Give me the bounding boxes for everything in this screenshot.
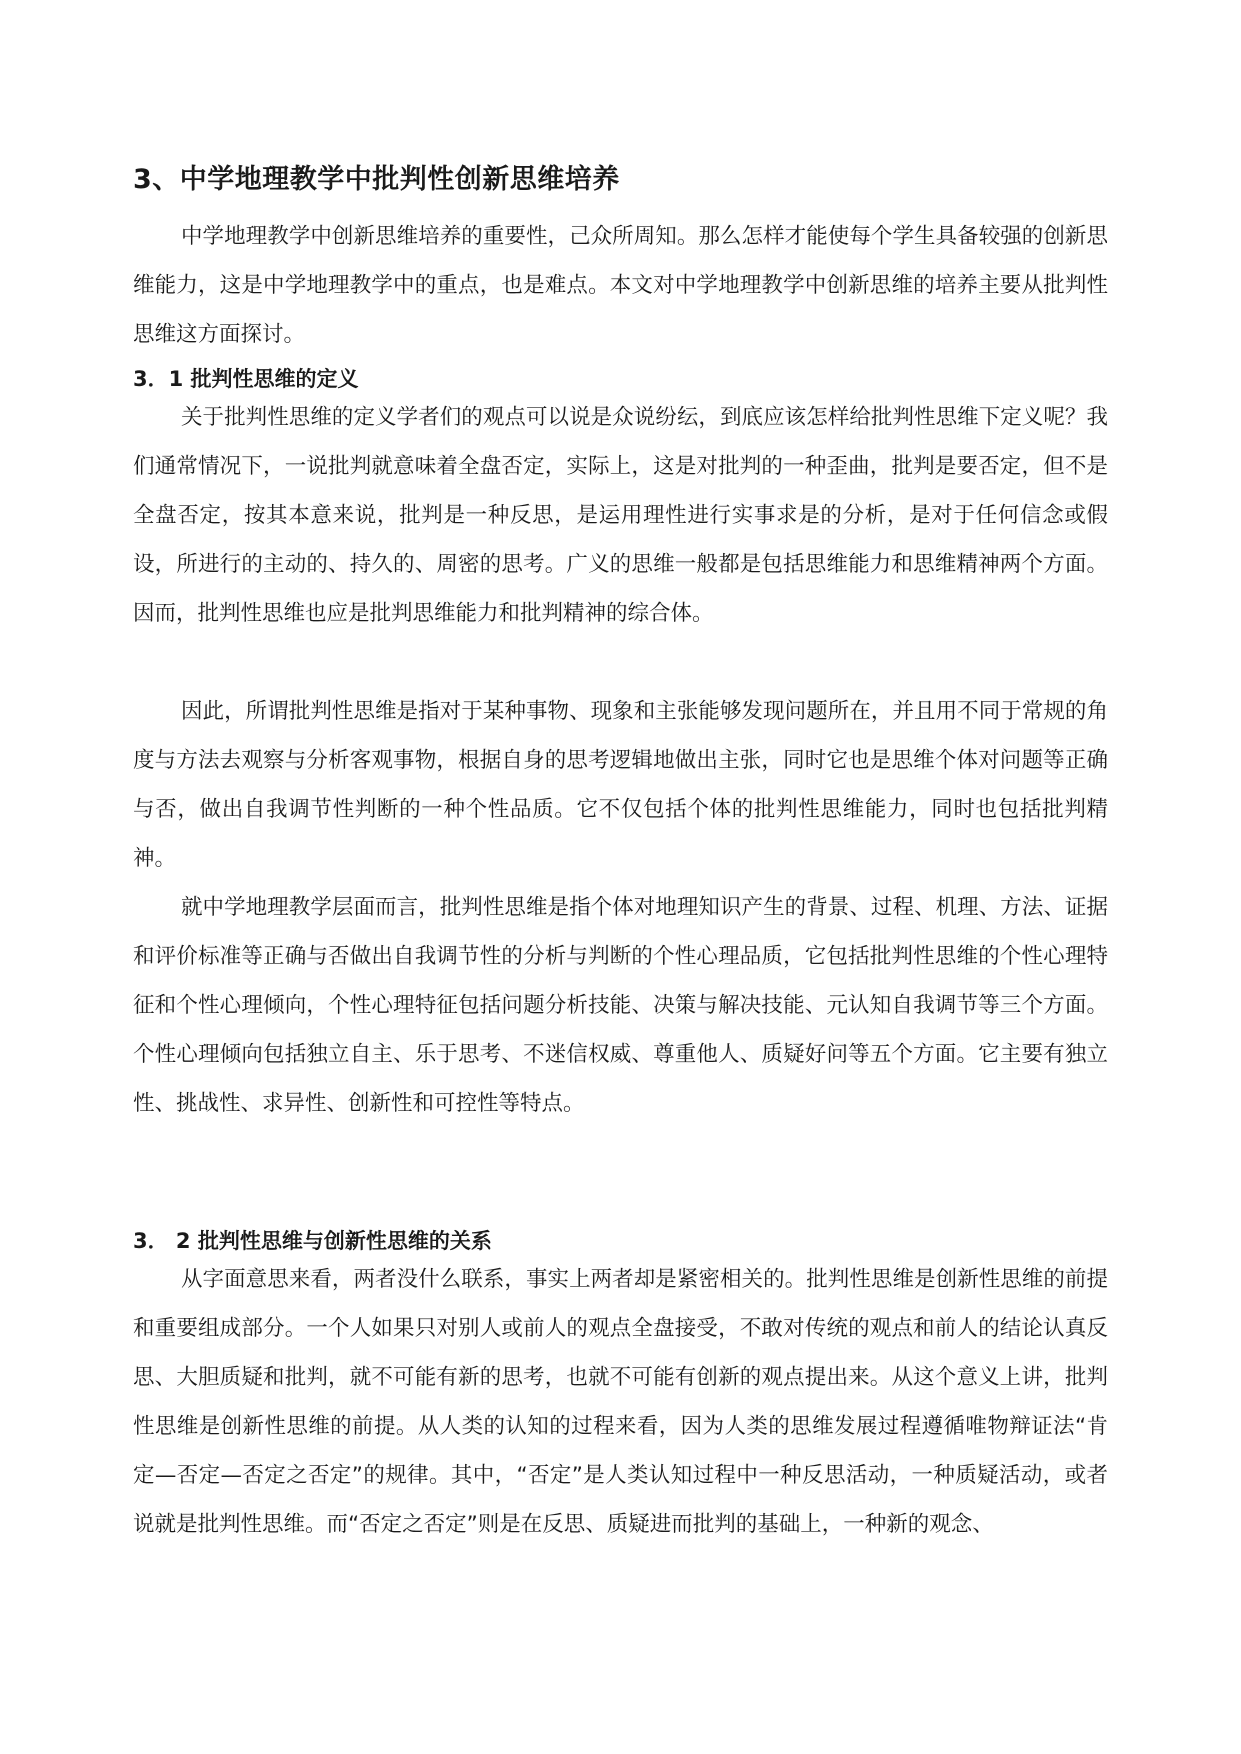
section-3-2-paragraph-1: 从字面意思来看，两者没什么联系，事实上两者却是紧密相关的。批判性思维是创新性思维的前提和重要组成部分。一个人如果只对别人或前人的观点全盘接受，不敢对传统的观点和前人的结论认真反思、大胆质疑和批判，就不可能有新的思考，也就不可能有创新的观点提出来。从这个意义上讲，批判性思维是创新性思维的前提。从人类的认知的过程来看，因为人类的思维发展过程遵循唯物辩证法“肯定—否定—否定之否定”的规律。其中，“否定”是人类认知过程中一种反思活动，一种质疑活动，或者说就是批判性思维。而“否定之否定”则是在反思、质疑进而批判的基础上，一种新的观念、 bbox=[133, 1267, 1108, 1537]
section-3-1-heading: 3．1 批判性思维的定义 bbox=[133, 367, 359, 391]
section-3-2-heading: 3． 2 批判性思维与创新性思维的关系 bbox=[133, 1229, 492, 1253]
section-3-1-paragraph-3: 就中学地理教学层面而言，批判性思维是指个体对地理知识产生的背景、过程、机理、方法、证据和评价标准等正确与否做出自我调节性的分析与判断的个性心理品质，它包括批判性思维的个性心理特征和个性心理倾向，个性心理特征包括问题分析技能、决策与解决技能、元认知自我调节等三个方面。个性心理倾向包括独立自主、乐于思考、不迷信权威、尊重他人、质疑好问等五个方面。它主要有独立性、挑战性、求异性、创新性和可控性等特点。 bbox=[133, 895, 1108, 1116]
section-3-1-paragraph-2: 因此，所谓批判性思维是指对于某种事物、现象和主张能够发现问题所在，并且用不同于常规的角度与方法去观察与分析客观事物，根据自身的思考逻辑地做出主张，同时它也是思维个体对问题等正确与否，做出自我调节性判断的一种个性品质。它不仅包括个体的批判性思维能力，同时也包括批判精神。 bbox=[133, 699, 1108, 871]
section-3-intro-paragraph: 中学地理教学中创新思维培养的重要性，己众所周知。那么怎样才能使每个学生具备较强的创新思维能力，这是中学地理教学中的重点，也是难点。本文对中学地理教学中创新思维的培养主要从批判性思维这方面探讨。 bbox=[133, 224, 1108, 347]
section-3-heading: 3、中学地理教学中批判性创新思维培养 bbox=[133, 164, 620, 195]
section-3-1-paragraph-1: 关于批判性思维的定义学者们的观点可以说是众说纷纭，到底应该怎样给批判性思维下定义呢？我们通常情况下，一说批判就意味着全盘否定，实际上，这是对批判的一种歪曲，批判是要否定，但不是全盘否定，按其本意来说，批判是一种反思，是运用理性进行实事求是的分析，是对于任何信念或假设，所进行的主动的、持久的、周密的思考。广义的思维一般都是包括思维能力和思维精神两个方面。因而，批判性思维也应是批判思维能力和批判精神的综合体。 bbox=[133, 405, 1108, 626]
